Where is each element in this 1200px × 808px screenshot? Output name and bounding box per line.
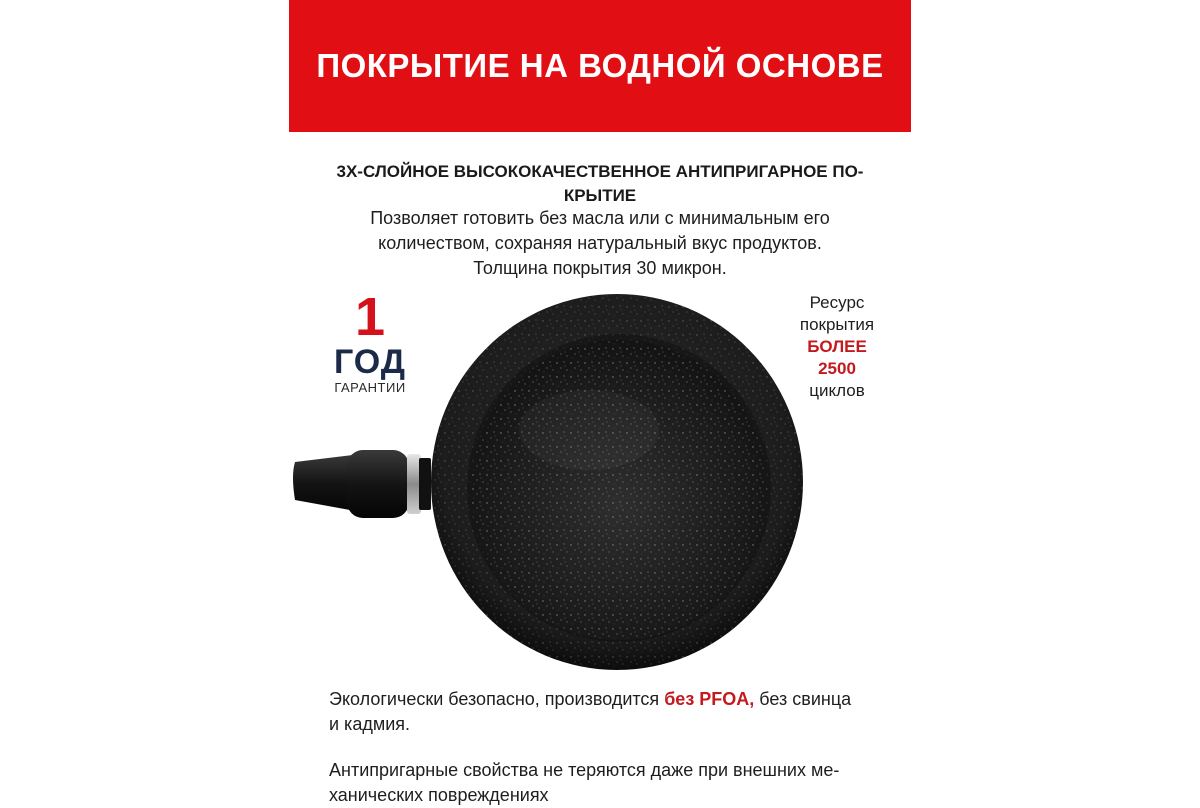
product-card (289, 0, 911, 805)
mechanical-resistance-text (329, 758, 889, 808)
description-line-1: Позволяет готовить без масла или с минимальным его (370, 208, 830, 228)
resource-line-3: циклов (809, 381, 865, 400)
banner-title: ПОКРЫТИЕ НА ВОДНОЙ ОСНОВЕ (316, 47, 884, 84)
eco-part-2: без свинца (754, 689, 852, 709)
resource-accent-1: БОЛЕЕ (807, 337, 867, 356)
eco-accent: без PFOA, (664, 689, 755, 709)
mech-line-1: Антипригарные свойства не теряются даже при внешних ме- (329, 760, 840, 780)
warranty-unit: ГОД (333, 343, 407, 381)
mech-line-2: ханических повреждениях (329, 785, 549, 805)
header-banner (289, 0, 911, 132)
coating-description (329, 206, 871, 281)
warranty-badge (325, 287, 415, 396)
description-line-3: Толщина покрытия 30 микрон. (473, 258, 727, 278)
resource-line-2: покрытия (799, 315, 875, 334)
subtitle-line-1: 3Х-СЛОЙНОЕ ВЫСОКОКАЧЕСТВЕННОЕ АНТИПРИГАРНОЕ ПО- (336, 162, 864, 181)
eco-part-1: Экологически безопасно, производится (329, 689, 665, 709)
resource-accent-2: 2500 (818, 359, 856, 378)
resource-line-1: Ресурс (809, 293, 865, 312)
eco-safety-text (329, 687, 889, 737)
warranty-number: 1 (354, 287, 386, 347)
warranty-label: ГАРАНТИИ (334, 380, 406, 395)
coating-resource (784, 292, 890, 402)
description-line-2: количеством, сохраняя натуральный вкус продуктов. (378, 233, 822, 253)
eco-line-2: и кадмия. (329, 714, 411, 734)
eco-line-1 (329, 687, 889, 712)
coating-subtitle (329, 160, 871, 208)
subtitle-line-2: КРЫТИЕ (563, 186, 637, 205)
